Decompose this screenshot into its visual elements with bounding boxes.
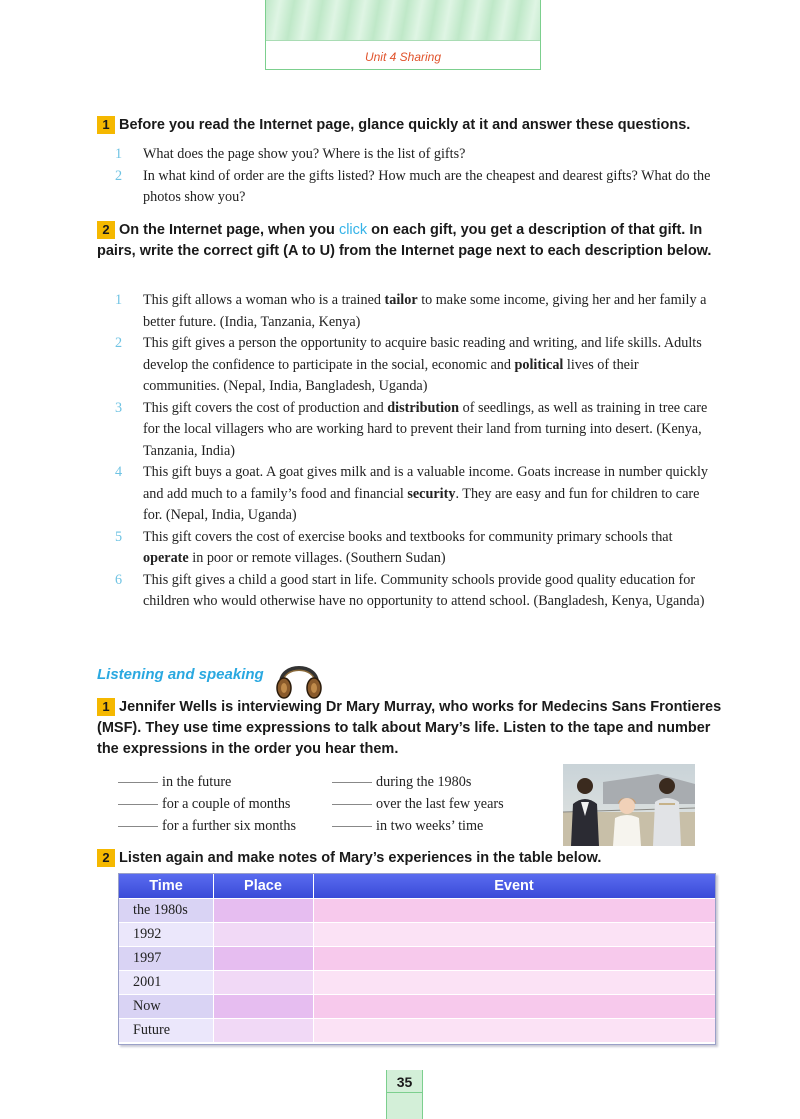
unit-header-tab <box>265 0 541 70</box>
answer-blank[interactable] <box>332 782 372 783</box>
table-row <box>119 971 715 995</box>
place-cell[interactable] <box>213 971 313 994</box>
event-cell[interactable] <box>313 1019 715 1042</box>
list-item: 1 This gift allows a woman who is a trained tailor to make some income, giving her and her family a better future. (India, Tanzania, Kenya) <box>115 292 707 330</box>
expression-item: during the 1980s <box>332 771 504 793</box>
expression-item: for a couple of months <box>118 793 296 815</box>
question-number-badge: 2 <box>97 221 115 239</box>
event-cell[interactable] <box>313 947 715 970</box>
table-row <box>119 947 715 971</box>
column-divider <box>213 874 214 1044</box>
question-number-badge: 1 <box>97 698 115 716</box>
place-cell[interactable] <box>213 1019 313 1042</box>
column-header-time: Time <box>149 878 183 894</box>
answer-blank[interactable] <box>118 804 158 805</box>
click-highlight: click <box>338 222 368 238</box>
expression-item: in the future <box>118 771 296 793</box>
list-item: 6 This gift gives a child a good start in life. Community schools provide good quality education for children who would otherwise have no opportunity to attend school. (Bangladesh, Kenya, Uganda) <box>115 571 705 609</box>
reading-q2-heading: 2 On the Internet page, when you click on each gift, you get a description of that gift. In pairs, write the correct gift (A to U) from the Internet page next to each description below. <box>97 222 712 259</box>
table-header <box>119 874 715 898</box>
expressions-column-2 <box>332 771 504 837</box>
question-number-badge: 1 <box>97 116 115 134</box>
listening-q1-heading: 1 Jennifer Wells is interviewing Dr Mary Murray, who works for Medecins Sans Frontieres (MSF). They use time expressions to talk about Mary’s life. Listen to the tape and number the expressions in the order you hear them. <box>97 699 722 757</box>
place-cell[interactable] <box>213 923 313 946</box>
page-number-tab <box>386 1070 423 1119</box>
time-cell: Now <box>119 995 213 1018</box>
event-cell[interactable] <box>313 899 715 922</box>
table-row <box>119 923 715 947</box>
reading-q1-list <box>115 144 715 209</box>
headphones-icon <box>272 655 326 701</box>
answer-blank[interactable] <box>118 782 158 783</box>
table-row <box>119 899 715 923</box>
reading-q2-list <box>115 290 715 613</box>
time-cell: Future <box>119 1019 213 1042</box>
answer-blank[interactable] <box>118 826 158 827</box>
place-cell[interactable] <box>213 947 313 970</box>
table-row <box>119 995 715 1019</box>
listening-q2-heading: 2 Listen again and make notes of Mary’s experiences in the table below. <box>97 848 722 869</box>
answer-blank[interactable] <box>332 804 372 805</box>
list-item: 2 This gift gives a person the opportunity to acquire basic reading and writing, and life skills. Adults develop the confidence to participate in the social, economic and political lives of their communities. (Nepal, India, Bangladesh, Uganda) <box>115 335 702 394</box>
time-cell: 2001 <box>119 971 213 994</box>
list-item: 5 This gift covers the cost of exercise books and textbooks for community primary schools that operate in poor or remote villages. (Southern Sudan) <box>115 528 673 566</box>
place-cell[interactable] <box>213 995 313 1018</box>
list-item: 2 In what kind of order are the gifts listed? How much are the cheapest and dearest gifts? What do the photos show you? <box>115 167 711 205</box>
time-cell: the 1980s <box>119 899 213 922</box>
column-divider <box>313 874 314 1044</box>
page-number: 35 <box>396 1074 413 1090</box>
reading-q1-heading <box>97 115 722 136</box>
place-cell[interactable] <box>213 899 313 922</box>
question-number-badge: 2 <box>97 849 115 867</box>
experience-table <box>118 873 716 1045</box>
photo-people <box>563 764 695 846</box>
answer-blank[interactable] <box>332 826 372 827</box>
time-cell: 1997 <box>119 947 213 970</box>
expressions-column-1 <box>118 771 296 837</box>
list-item: 1 What does the page show you? Where is the list of gifts? <box>115 146 466 162</box>
event-cell[interactable] <box>313 971 715 994</box>
list-item: 4 This gift buys a goat. A goat gives milk and is a valuable income. Goats increase in number quickly and add much to a family’s food and financial security. They are easy and fun for children to care for. (Nepal, India, Uganda) <box>115 464 709 523</box>
expression-item: for a further six months <box>118 815 296 837</box>
unit-label: Unit 4 Sharing <box>364 50 442 64</box>
expression-item: in two weeks’ time <box>332 815 504 837</box>
time-cell: 1992 <box>119 923 213 946</box>
event-cell[interactable] <box>313 923 715 946</box>
section-title: Listening and speaking <box>97 666 264 683</box>
column-header-place: Place <box>244 878 282 894</box>
header-band <box>266 0 540 41</box>
expression-item: over the last few years <box>332 793 504 815</box>
column-header-event: Event <box>494 878 534 894</box>
list-item: 3 This gift covers the cost of production and distribution of seedlings, as well as training in tree care for the local villagers who are working hard to prevent their land from turning into desert. (Kenya, Tanzania, India) <box>115 399 708 459</box>
question-text: Before you read the Internet page, glance quickly at it and answer these questions. <box>119 117 691 133</box>
table-row <box>119 1019 715 1043</box>
divider <box>387 1092 422 1093</box>
event-cell[interactable] <box>313 995 715 1018</box>
